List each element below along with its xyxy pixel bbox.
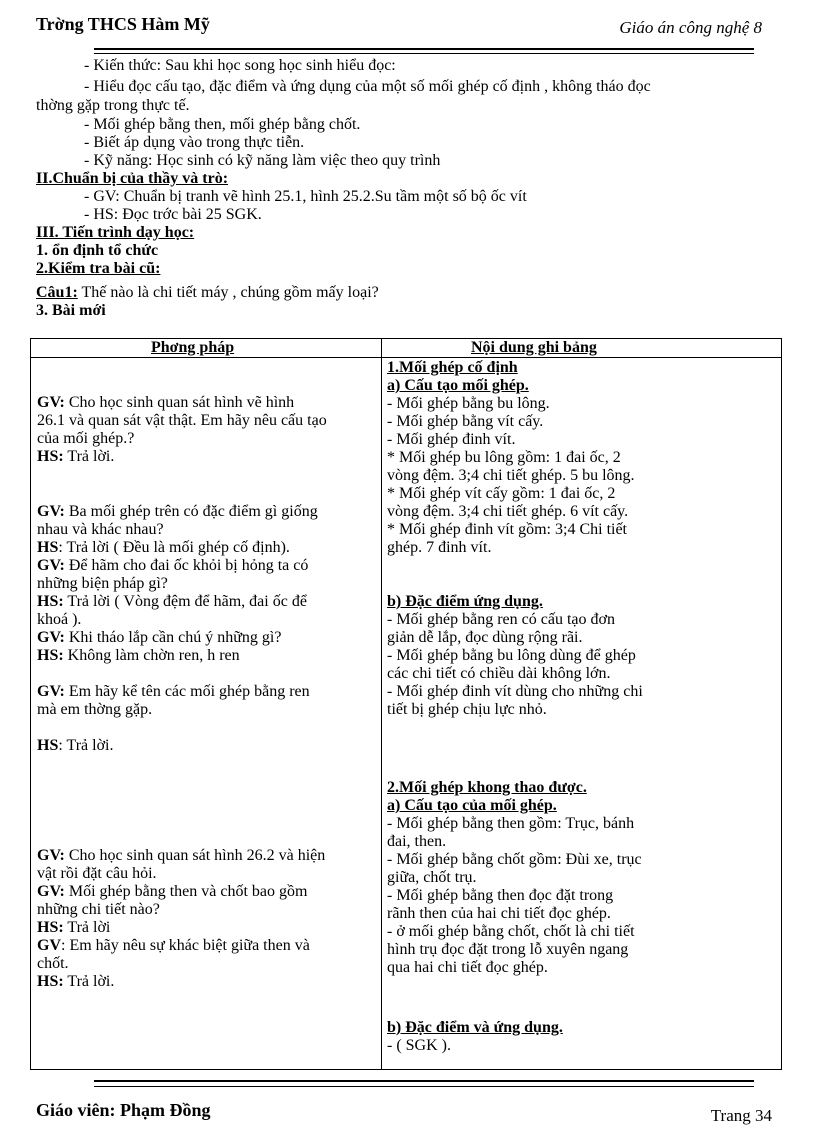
content-heading: 1.Mối ghép cố định [387, 359, 518, 376]
content-line: vòng đệm. 3;4 chi tiết ghép. 5 bu lông. [387, 467, 635, 484]
subject-title: Giáo án công nghệ 8 [619, 18, 762, 37]
page-number: Trang 34 [710, 1106, 772, 1125]
content-line: * Mối ghép bu lông gồm: 1 đai ốc, 2 [387, 449, 621, 466]
method-line: chốt. [37, 955, 69, 972]
step-3: 3. Bài mới [36, 302, 106, 319]
content-line: * Mối ghép vít cấy gồm: 1 đai ốc, 2 [387, 485, 616, 502]
method-line: GV: Mối ghép bằng then và chốt bao gồm [37, 883, 308, 900]
objective-line: - Mối ghép bằng then, mối ghép bằng chốt. [84, 116, 361, 133]
content-line: * Mối ghép đinh vít gồm: 3;4 Chi tiết [387, 521, 627, 538]
objective-line: - Hiểu đọc cấu tạo, đặc điểm và ứng dụng của một số mối ghép cố định , không tháo đọc [84, 78, 651, 95]
header-rule [94, 48, 754, 50]
step-2: 2.Kiểm tra bài cũ: [36, 260, 161, 277]
content-line: giữa, chốt trụ. [387, 869, 477, 886]
content-subheading: a) Cấu tạo mối ghép. [387, 377, 529, 394]
method-line: HS: Trả lời ( Đều là mối ghép cố định). [37, 539, 290, 556]
objective-line: - Kiến thức: Sau khi học song học sinh hiểu đọc: [84, 57, 396, 74]
question-label: Câu1: [36, 284, 78, 301]
method-line: khoá ). [37, 611, 82, 628]
content-line: - Mối ghép bằng then gồm: Trục, bánh [387, 815, 635, 832]
method-line: những biện pháp gì? [37, 575, 168, 592]
content-line: - ( SGK ). [387, 1037, 451, 1054]
method-line: vật rồi đặt câu hỏi. [37, 865, 157, 882]
content-subheading: b) Đặc điểm và ứng dụng. [387, 1019, 563, 1036]
method-line: GV: Em hãy nêu sự khác biệt giữa then và [37, 937, 310, 954]
content-subheading: b) Đặc điểm ứng dụng. [387, 593, 543, 610]
content-line: rãnh then của hai chi tiết đọc ghép. [387, 905, 611, 922]
content-column-header: Nội dung ghi bảng [471, 339, 597, 356]
section-3-title: III. Tiến trình dạy học: [36, 224, 195, 241]
content-line: - Mối ghép bằng then đọc đặt trong [387, 887, 614, 904]
content-line: - Mối ghép bằng chốt gồm: Đùi xe, trục [387, 851, 642, 868]
method-line: HS: Trả lời ( Vòng đệm để hãm, đai ốc để [37, 593, 307, 610]
method-line: GV: Để hãm cho đai ốc khỏi bị hỏng ta có [37, 557, 309, 574]
content-line: - ở mối ghép bằng chốt, chốt là chi tiết [387, 923, 635, 940]
objective-line: - Biết áp dụng vào trong thực tiễn. [84, 134, 305, 151]
method-line: mà em thờng gặp. [37, 701, 153, 718]
footer-rule [94, 1080, 754, 1082]
method-line: GV: Cho học sinh quan sát hình 26.2 và hiện [37, 847, 326, 864]
content-line: vòng đệm. 3;4 chi tiết ghép. 6 vít cấy. [387, 503, 629, 520]
method-line: GV: Ba mối ghép trên có đặc điểm gì giống [37, 503, 318, 520]
method-line: GV: Khi tháo lắp cần chú ý những gì? [37, 629, 282, 646]
content-line: - Mối ghép bằng ren có cấu tạo đơn [387, 611, 615, 628]
method-line: HS: Trả lời. [37, 737, 114, 754]
method-line: của mối ghép.? [37, 430, 135, 447]
step-1: 1. ổn định tổ chức [36, 242, 159, 259]
preparation-line: - HS: Đọc trớc bài 25 SGK. [84, 206, 262, 223]
method-line: HS: Trả lời. [37, 448, 115, 465]
objective-line: - Kỹ năng: Học sinh có kỹ năng làm việc theo quy trình [84, 152, 441, 169]
table-header-row [31, 339, 781, 358]
content-line: - Mối ghép bằng bu lông. [387, 395, 550, 412]
content-line: tiết bị ghép chịu lực nhỏ. [387, 701, 547, 718]
method-line: 26.1 và quan sát vật thật. Em hãy nêu cấu tạo [37, 412, 327, 429]
content-line: - Mối ghép bằng vít cấy. [387, 413, 544, 430]
school-name: Trờng THCS Hàm Mỹ [36, 14, 210, 34]
content-line: - Mối ghép bằng bu lông dùng để ghép [387, 647, 636, 664]
section-2-title: II.Chuẩn bị của thầy và trò: [36, 170, 229, 187]
method-line: GV: Cho học sinh quan sát hình vẽ hình [37, 394, 295, 411]
content-line: - Mối ghép đinh vít. [387, 431, 516, 448]
content-heading: 2.Mối ghép khong thao được. [387, 779, 587, 796]
method-line: GV: Em hãy kể tên các mối ghép bằng ren [37, 683, 310, 700]
method-line: nhau và khác nhau? [37, 521, 164, 538]
question-text: Thế nào là chi tiết máy , chúng gồm mấy loại? [77, 284, 379, 301]
footer-rule-thin [94, 1086, 754, 1087]
method-column-header: Phơng pháp [151, 339, 235, 356]
method-line: HS: Trả lời [37, 919, 111, 936]
method-line: những chi tiết nào? [37, 901, 160, 918]
objective-line: thờng gặp trong thực tế. [36, 97, 190, 114]
preparation-line: - GV: Chuẩn bị tranh vẽ hình 25.1, hình 25.2.Su tầm một số bộ ốc vít [84, 188, 527, 205]
content-line: qua hai chi tiết đọc ghép. [387, 959, 548, 976]
content-line: hình trụ đọc đặt trong lỗ xuyên ngang [387, 941, 629, 958]
content-line: - Mối ghép đinh vít dùng cho những chi [387, 683, 643, 700]
lesson-table [30, 338, 782, 1070]
review-question [36, 284, 379, 302]
method-line: HS: Trả lời. [37, 973, 115, 990]
header-rule-thin [94, 53, 754, 54]
teacher-name: Giáo viên: Phạm Đồng [36, 1100, 211, 1120]
content-subheading: a) Cấu tạo của mối ghép. [387, 797, 557, 814]
content-line: các chi tiết có chiều dài không lớn. [387, 665, 611, 682]
method-line: HS: Không làm chờn ren, h ren [37, 647, 240, 664]
content-line: đai, then. [387, 833, 447, 850]
content-line: ghép. 7 đinh vít. [387, 539, 492, 556]
column-divider [381, 339, 382, 1069]
content-line: giản dễ lắp, đọc dùng rộng rãi. [387, 629, 583, 646]
